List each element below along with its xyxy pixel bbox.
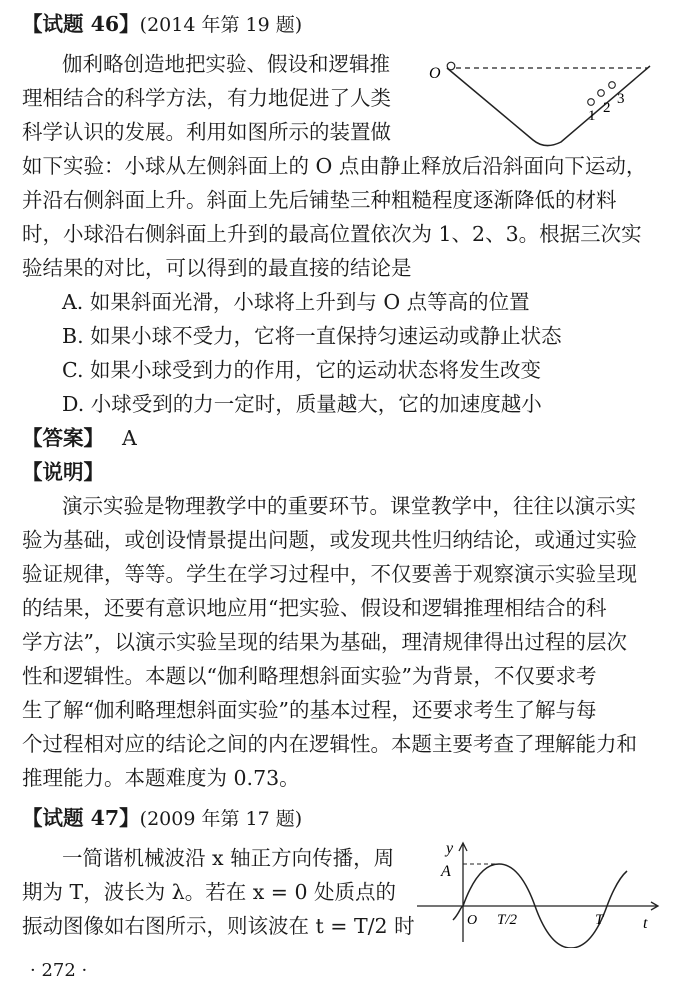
label-origin: O [467, 913, 478, 928]
q47-source: (2009 年第 17 题) [139, 808, 303, 830]
q46-option-a: A. 如果斜面光滑，小球将上升到与 O 点等高的位置 [62, 290, 530, 314]
label-t-half: T/2 [497, 912, 518, 928]
q46-answer-line [22, 422, 137, 455]
incline-figure [425, 50, 665, 160]
q46-source: (2014 年第 19 题) [139, 14, 303, 36]
q46-stem-line-4: 如下实验：小球从左侧斜面上的 O 点由静止释放后沿斜面向下运动， [22, 154, 647, 178]
q46-option-c: C. 如果小球受到力的作用，它的运动状态将发生改变 [62, 358, 541, 382]
q46-stem-line-7: 验结果的对比，可以得到的最直接的结论是 [22, 256, 412, 280]
label-3: 3 [617, 91, 625, 107]
label-t: t [643, 915, 648, 932]
label-o: O [429, 65, 441, 82]
explain-line-2: 验为基础，或创设情景提出问题，或发现共性归纳结论，或通过实验 [22, 528, 637, 552]
q46-header [22, 8, 302, 42]
label-2: 2 [603, 100, 611, 116]
q46-stem-line-6: 时，小球沿右侧斜面上升到的最高位置依次为 1、2、3。根据三次实 [22, 222, 642, 246]
label-y: y [446, 840, 454, 857]
q46-label: 【试题 46】 [22, 12, 140, 36]
q47-label: 【试题 47】 [22, 806, 140, 830]
explain-line-9: 推理能力。本题难度为 0.73。 [22, 766, 300, 790]
q46-option-b: B. 如果小球不受力，它将一直保持匀速运动或静止状态 [62, 324, 562, 348]
answer-value: A [122, 426, 137, 450]
label-1: 1 [588, 108, 596, 124]
label-period: T [595, 912, 604, 928]
label-a: A [441, 863, 451, 880]
answer-label: 【答案】 [22, 426, 104, 450]
ball-position-1 [588, 99, 595, 106]
q46-stem-line-2: 理相结合的科学方法，有力地促进了人类 [22, 86, 391, 110]
explain-line-3: 验证规律，等等。学生在学习过程中，不仅要善于观察演示实验呈现 [22, 562, 637, 586]
explain-line-7: 生了解“伽利略理想斜面实验”的基本过程，还要求考生了解与每 [22, 698, 597, 722]
explain-line-6: 性和逻辑性。本题以“伽利略理想斜面实验”为背景，不仅要求考 [22, 664, 597, 688]
q47-stem-line-2: 期为 T，波长为 λ。若在 x = 0 处质点的 [22, 880, 397, 904]
explain-line-5: 学方法”，以演示实验呈现的结果为基础，理清规律得出过程的层次 [22, 630, 627, 654]
q46-stem-line-1: 伽利略创造地把实验、假设和逻辑推 [62, 52, 390, 76]
explain-label: 【说明】 [22, 460, 104, 484]
q46-stem-line-5: 并沿右侧斜面上升。斜面上先后铺垫三种粗糙程度逐渐降低的材料 [22, 188, 617, 212]
q46-stem-line-3: 科学认识的发展。利用如图所示的装置做 [22, 120, 391, 144]
explain-line-1: 演示实验是物理教学中的重要环节。课堂教学中，往往以演示实 [62, 494, 636, 518]
page-number: · 272 · [30, 960, 88, 981]
vibration-graph [415, 838, 665, 948]
q47-stem-line-1: 一简谐机械波沿 x 轴正方向传播，周 [62, 846, 395, 870]
explain-line-8: 个过程相对应的结论之间的内在逻辑性。本题主要考查了理解能力和 [22, 732, 637, 756]
q47-header [22, 802, 302, 836]
ball-position-2 [598, 90, 605, 97]
ball-start [447, 62, 455, 70]
q46-option-d: D. 小球受到的力一定时，质量越大，它的加速度越小 [62, 392, 542, 416]
ball-position-3 [609, 82, 616, 89]
explain-line-4: 的结果，还要有意识地应用“把实验、假设和逻辑推理相结合的科 [22, 596, 607, 620]
q47-stem-line-3: 振动图像如右图所示，则该波在 t = T/2 时 [22, 914, 415, 938]
